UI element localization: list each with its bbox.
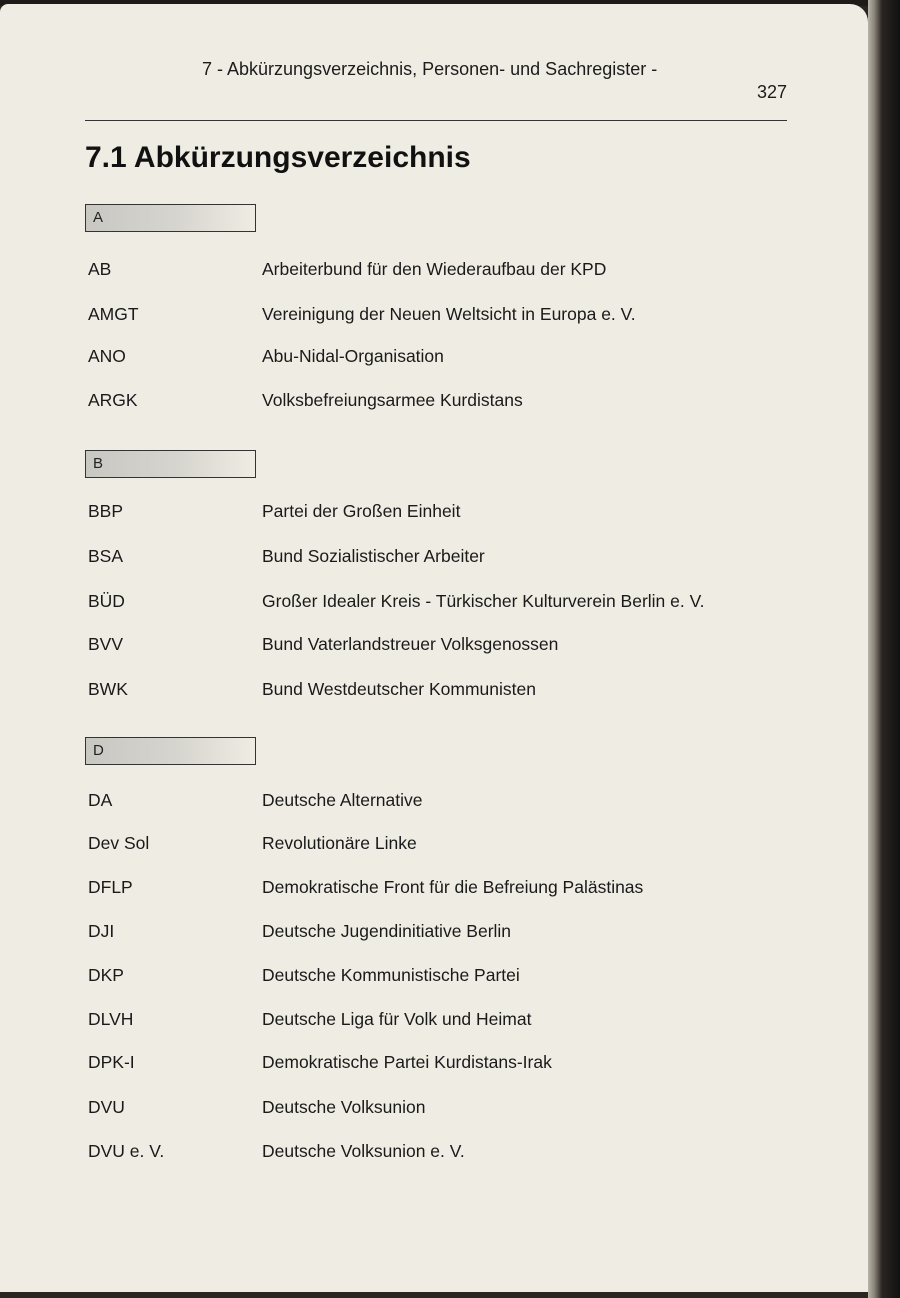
entry-expansion: Bund Vaterlandstreuer Volksgenossen xyxy=(262,634,559,654)
entry-expansion: Revolutionäre Linke xyxy=(262,833,417,853)
entry-abbreviation: DJI xyxy=(88,921,115,941)
section-letter-box-b xyxy=(85,450,256,478)
entry-abbreviation: BÜD xyxy=(88,591,125,611)
page-number: 327 xyxy=(757,82,788,102)
entry-abbreviation: BVV xyxy=(88,634,124,654)
chapter-title: 7.1 Abkürzungsverzeichnis xyxy=(85,141,471,174)
entry-expansion: Abu-Nidal-Organisation xyxy=(262,346,444,366)
entry-expansion: Volksbefreiungsarmee Kurdistans xyxy=(262,390,523,410)
entry-abbreviation: DPK-I xyxy=(88,1052,135,1072)
entry-expansion: Deutsche Alternative xyxy=(262,790,423,810)
entry-expansion: Deutsche Volksunion e. V. xyxy=(262,1141,465,1161)
section-letter: A xyxy=(93,209,104,226)
running-head: 7 - Abkürzungsverzeichnis, Personen- und Sachregister - xyxy=(202,59,658,79)
entry-expansion: Deutsche Volksunion xyxy=(262,1097,426,1117)
entry-expansion: Arbeiterbund für den Wiederaufbau der KPD xyxy=(262,259,607,279)
entry-abbreviation: Dev Sol xyxy=(88,833,150,853)
section-letter: D xyxy=(93,742,104,759)
entry-abbreviation: DFLP xyxy=(88,877,133,897)
section-letter: B xyxy=(93,455,104,472)
entry-abbreviation: DLVH xyxy=(88,1009,134,1029)
entry-abbreviation: ARGK xyxy=(88,390,138,410)
entry-abbreviation: BWK xyxy=(88,679,128,699)
entry-expansion: Vereinigung der Neuen Weltsicht in Europa e. V. xyxy=(262,304,636,324)
entry-expansion: Demokratische Front für die Befreiung Palästinas xyxy=(262,877,644,897)
entry-expansion: Partei der Großen Einheit xyxy=(262,501,461,521)
entry-expansion: Demokratische Partei Kurdistans-Irak xyxy=(262,1052,552,1072)
entry-expansion: Bund Sozialistischer Arbeiter xyxy=(262,546,485,566)
entry-abbreviation: DKP xyxy=(88,965,124,985)
header-rule xyxy=(85,120,787,121)
entry-abbreviation: ANO xyxy=(88,346,126,366)
entry-abbreviation: DA xyxy=(88,790,113,810)
entry-expansion: Großer Idealer Kreis - Türkischer Kulturverein Berlin e. V. xyxy=(262,591,705,611)
entry-expansion: Bund Westdeutscher Kommunisten xyxy=(262,679,536,699)
section-letter-box-d xyxy=(85,737,256,765)
entry-abbreviation: DVU e. V. xyxy=(88,1141,165,1161)
entry-abbreviation: AB xyxy=(88,259,112,279)
entry-abbreviation: BBP xyxy=(88,501,124,521)
entry-abbreviation: DVU xyxy=(88,1097,125,1117)
section-letter-box-a xyxy=(85,204,256,232)
document-page xyxy=(0,4,868,1292)
entry-abbreviation: AMGT xyxy=(88,304,139,324)
entry-abbreviation: BSA xyxy=(88,546,124,566)
entry-expansion: Deutsche Jugendinitiative Berlin xyxy=(262,921,512,941)
entry-expansion: Deutsche Kommunistische Partei xyxy=(262,965,520,985)
scan-binding-edge xyxy=(868,0,900,1298)
entry-expansion: Deutsche Liga für Volk und Heimat xyxy=(262,1009,532,1029)
